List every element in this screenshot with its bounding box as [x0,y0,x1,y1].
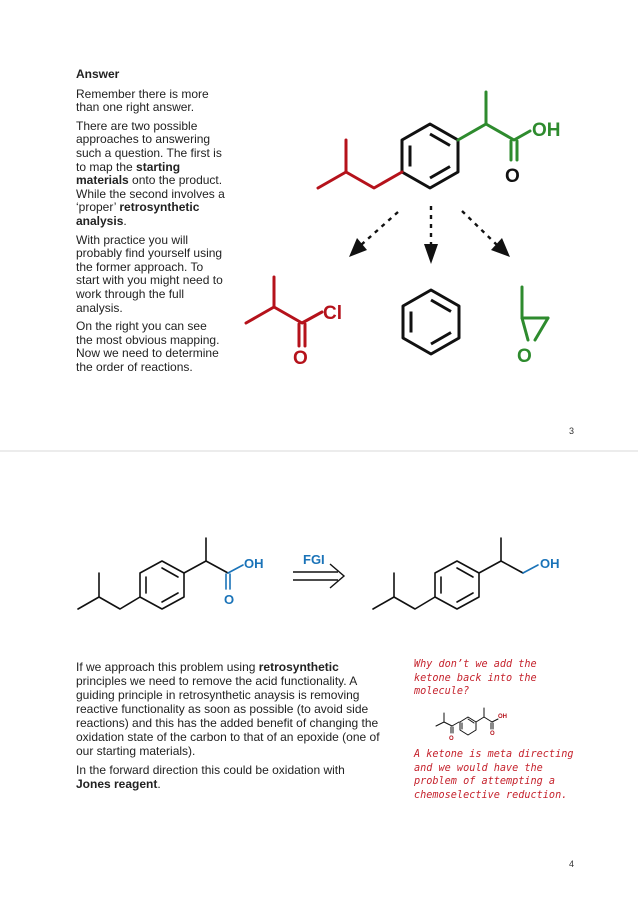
para2-text-c: . [157,777,161,791]
isobutyl-group [318,140,402,188]
arrow-head-left [349,238,367,257]
ibuprofen-skeleton [78,538,228,609]
propylene-oxide [522,287,548,340]
explanation-paragraph-2 [76,763,382,791]
acid-oh-label: OH [532,120,561,141]
arrow-heads [349,238,510,264]
right-oh-label: OH [540,556,560,571]
ketone-sketch [430,698,590,750]
acyl-o-label: O [293,348,308,369]
mini-oh-label: OH [498,714,507,720]
answer-heading: Answer [76,67,120,81]
p2-bold-starting-materials: starting materials [76,159,181,188]
para1-text-a: If we approach this problem using [76,660,259,674]
para1-text-c: principles we need to remove the acid functionality. A guiding principle in retrosynthetic anaysis is removing reactive functionality as soon as possible (to avoid side reactions) and this has the added benefit of changing the oxidation state of the carbon to that of an epoxide (one of our starting materials). [76,674,380,758]
epoxide-o-label: O [517,346,532,367]
page-number: 4 [568,859,574,869]
fgi-scheme [0,512,638,682]
page-3 [0,0,638,450]
page-4 [0,452,638,903]
left-oh-label: OH [244,556,264,571]
para1-bold-retrosynthetic: retrosynthetic [258,660,339,674]
acyl-cl-label: Cl [323,303,342,324]
propanoic-acid-group [458,92,530,160]
handwritten-question: Why don’t we add the ketone back into the molecule? [414,659,537,697]
p2-text-a: There are two possible approaches to answering such a question. The first is to map the [76,118,222,174]
product-benzene-ring [402,124,458,188]
explanation-text [76,660,382,796]
arrow-head-middle [424,244,438,264]
disconnection-arrows [361,206,497,247]
arrow-head-right [491,238,510,257]
para2-text-a: In the forward direction this could be oxidation with [76,763,345,777]
alcohol-ch2oh [523,565,538,573]
mapping-scheme [0,0,638,450]
p2-text-e: . [123,213,127,228]
acid-o-label: O [505,166,520,187]
alcohol-skeleton [373,538,523,609]
left-o-label: O [224,592,235,607]
answer-paragraph-4: On the right you can see the most obvious mapping. Now we need to determine the order of reactions. [76,319,220,374]
mini-o-label-acid: O [490,731,495,737]
benzene [403,290,459,354]
isobutyryl-chloride [246,277,322,346]
para2-bold-jones-reagent: Jones reagent [76,777,158,791]
mini-o-label-ketone: O [449,736,454,742]
p2-bold-retrosynthetic: retrosynthetic analysis [76,200,200,228]
answer-paragraph-3: With practice you will probably find yourself using the former approach. To start with you might need to work through the full analysis. [76,232,223,315]
ibuprofen-acid [226,565,243,589]
handwritten-answer: A ketone is meta directing and we would have the problem of attempting a chemoselective reduction. [414,749,574,801]
explanation-paragraph-1 [76,660,382,758]
p2-text-c: onto the product. While the second involves a ‘proper’ [76,173,225,215]
fgi-label: FGI [303,552,325,567]
answer-paragraph-1: Remember there is more than one right answer. [76,86,209,115]
page-number: 3 [568,426,574,436]
retrosynthetic-arrow [293,564,344,588]
